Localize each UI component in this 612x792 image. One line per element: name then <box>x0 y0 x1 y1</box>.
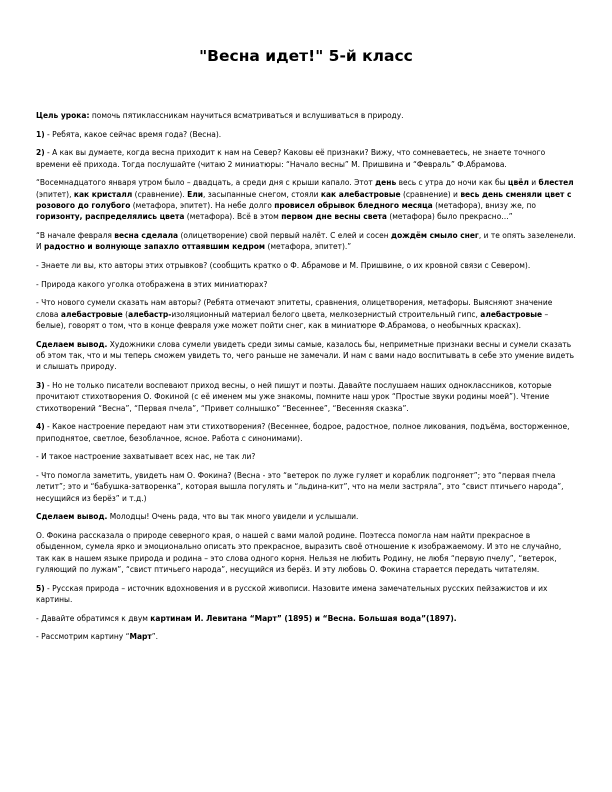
quote-emphasis: как кристалл <box>73 189 133 199</box>
quote-text: (метафора) было прекрасно…” <box>386 212 513 222</box>
quote-text: и <box>528 178 539 188</box>
section-2-paragraph <box>36 147 576 170</box>
section-1-number: 1) <box>36 129 45 139</box>
section-1-paragraph <box>36 129 576 140</box>
quote-emphasis: дождём смыло снег <box>391 231 479 240</box>
new-things-paragraph <box>36 297 576 331</box>
quote-emphasis: весна сделала <box>114 231 179 240</box>
paragraph-text: - Давайте обратимся к двум <box>36 613 151 623</box>
quote-emphasis: день <box>375 178 397 188</box>
lesson-goal-paragraph <box>36 110 576 121</box>
paragraph-text: ”. <box>151 632 159 642</box>
section-4-paragraph <box>36 421 576 444</box>
levitan-paintings-paragraph <box>36 613 576 624</box>
march-painting-paragraph <box>36 631 576 642</box>
quote-emphasis: цвёл <box>507 178 529 188</box>
section-1-text: - Ребята, какое сейчас время года? (Весна). <box>44 129 222 139</box>
fokina-helped-paragraph: - Что помогла заметить, увидеть нам О. Фокина? (Весна - это “ветерок по луже гуляет и кораблик подгоняет”; это “первая пчела летит”; это и “бабушка-затворенка”, которая вышла погулять и “льдина-кит”, что на мели застряла”, это “свист птичьего народа”, несущийся из берёз” и т.д.) <box>36 471 564 503</box>
quote-emphasis: блестел <box>538 178 574 188</box>
paragraph-text: – белые), говорят о том, что в конце февраля уже может пойти снег, как в миниатюре Ф.Абрамова, о необычных красках). <box>36 309 549 330</box>
quote-text: , засыпанные снегом, стояли <box>203 189 321 199</box>
paragraph-emphasis: алебастровые <box>60 309 123 319</box>
conclusion-1-paragraph <box>36 339 576 373</box>
section-3-text: - Но не только писатели воспевают приход весны, о ней пишут и поэты. Давайте послушаем наших одноклассников, которые прочитают стихотворения О. Фокиной (с её именем мы уже знакомы, помните наш урок “Простые звуки родины моей”). Чтение стихотворений “Весна”, “Первая пчела”, “Привет солнышко” “Весеннее”, “Весенняя сказка”. <box>36 381 552 413</box>
conclusion-2-paragraph <box>36 511 576 522</box>
section-4-number: 4) <box>36 422 45 432</box>
section-3-number: 3) <box>36 381 45 390</box>
conclusion-text: Художники слова сумели увидеть среди зимы самые, казалось бы, неприметные признаки весны и сумели сказать об этом так, что и мы теперь сможем увидеть то, чего раньше не замечали. И нам с вами надо воспитывать в себе это умение видеть и слышать природу. <box>36 339 574 372</box>
quote-text: (эпитет), <box>36 189 74 199</box>
lesson-goal-label: Цель урока: <box>36 111 90 120</box>
quote-text: (метафора). Всё в этом <box>184 212 282 222</box>
quote-prishvin-paragraph <box>36 177 576 223</box>
quote-emphasis: как алебастровые <box>320 189 401 199</box>
page-title: "Весна идет!" 5-й класс <box>199 47 413 65</box>
section-5-text: - Русская природа – источник вдохновения и в русской живописи. Назовите имена замечательных русских пейзажистов и их картины. <box>36 583 548 605</box>
quote-abramov-paragraph <box>36 230 576 253</box>
quote-emphasis: горизонту, распределялись цвета <box>36 212 185 222</box>
section-2-text: - А как вы думаете, когда весна приходит к нам на Север? Каковы её признаки? Вижу, что сомневаетесь, не знаете точного времени её прихода. Тогда послушайте (читаю 2 миниатюры: “Начало весны” М. Пришвина и “Февраль” Ф.Абрамова. <box>36 148 546 169</box>
authors-question-paragraph: - Знаете ли вы, кто авторы этих отрывков? (сообщить кратко о Ф. Абрамове и М. Пришвине, о их кровной связи с Севером). <box>36 261 531 270</box>
quote-text: , и те опять зазеленели. И <box>36 231 576 252</box>
quote-text: (метафора), внизу же, по <box>432 201 536 210</box>
paragraph-text: - Что нового сумели сказать нам авторы? (Ребята отмечают эпитеты, сравнения, олицетворения, метафоры. Выясняют значение слова <box>36 298 553 319</box>
quote-emphasis: первом дне весны света <box>281 212 387 222</box>
conclusion-label: Сделаем вывод. <box>36 339 108 349</box>
quote-text: “Восемнадцатого января утром было – двадцать, а среди дня с крыши капало. Этот <box>36 178 376 188</box>
paragraph-emphasis: алебастровые <box>480 309 543 319</box>
mood-question-paragraph: - И такое настроение захватывает всех нас, не так ли? <box>36 452 256 462</box>
section-3-paragraph <box>36 380 576 414</box>
conclusion-label: Сделаем вывод. <box>36 512 108 522</box>
quote-emphasis: провисел обрывок бледного месяца <box>274 201 433 210</box>
quote-text: (метафора, эпитет).” <box>265 242 352 252</box>
section-4-text: - Какое настроение передают нам эти стихотворения? (Весеннее, бодрое, радостное, полное ликования, подъёма, восторженное, приподнятое, светлое, безоблачное, ясное. Работа с синонимами). <box>36 422 570 443</box>
document-body <box>36 110 576 650</box>
quote-emphasis: Ели <box>187 189 203 199</box>
section-5-number: 5) <box>36 583 45 593</box>
fokina-summary-paragraph: О. Фокина рассказала о природе северного края, о нашей с вами малой родине. Поэтесса помогла нам найти прекрасное в обыденном, сумела ярко и эмоционально описать это прекрасное, выразить своё отношение к изображаемому. И это не случайно, так как в нашем языке природа и родина – это слова одного корня. Нельзя не любить Родину, не любя “первую пчелу”, “ветерок, гуляющий по лужам”, “свист птичьего народа”, несущийся из берёз. И эту любовь О. Фокина старается передать читателям. <box>36 531 562 575</box>
quote-text: (сравнение). <box>132 189 188 199</box>
quote-text: “В начале февраля <box>36 231 115 240</box>
paragraph-text: ( <box>122 309 129 319</box>
quote-emphasis: радостно и волнующе запахло оттаявшим кедром <box>44 242 266 252</box>
paragraph-emphasis: картинам И. Левитана “Март” (1895) и “Весна. Большая вода”(1897). <box>150 613 457 623</box>
paragraph-emphasis: Март <box>129 632 152 642</box>
lesson-goal-text: помочь пятиклассникам научиться всматриваться и вслушиваться в природу. <box>89 111 404 120</box>
paragraph-emphasis: алебастр- <box>128 309 172 319</box>
quote-text: (сравнение) и <box>400 189 461 199</box>
paragraph-text: - Рассмотрим картину “ <box>36 632 130 642</box>
conclusion-text: Молодцы! Очень рада, что вы так много увидели и услышали. <box>107 512 359 522</box>
section-2-number: 2) <box>36 148 45 158</box>
section-5-paragraph <box>36 583 576 606</box>
quote-text: весь с утра до ночи как бы <box>396 178 508 188</box>
region-question-paragraph: - Природа какого уголка отображена в этих миниатюрах? <box>36 279 268 289</box>
quote-emphasis: весь день сменяли цвет с розового до голубого <box>36 189 572 210</box>
quote-text: (метафора, эпитет). На небе долго <box>130 201 275 210</box>
paragraph-text: изоляционный материал белого цвета, мелкозернистый строительный гипс, <box>171 309 481 319</box>
quote-text: (олицетворение) свой первый налёт. С елей и сосен <box>178 231 392 240</box>
